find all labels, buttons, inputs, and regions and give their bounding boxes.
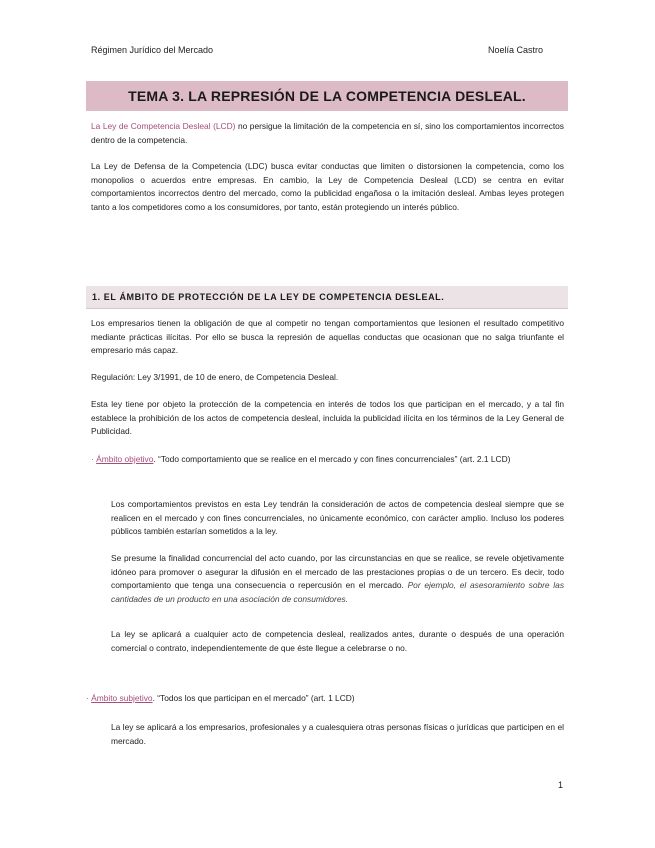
regulation-line: Regulación: Ley 3/1991, de 10 de enero, de Competencia Desleal. xyxy=(91,372,339,382)
subjective-scope-line xyxy=(86,692,564,706)
section-paragraph-2: Esta ley tiene por objeto la protección de la competencia en interés de todos los que participan en el mercado, y a tal fin establece la prohibición de los actos de competencia desleal, incluida la publicidad ilícita en los términos de la Ley General de Publicidad. xyxy=(91,399,564,437)
header-course: Régimen Jurídico del Mercado xyxy=(91,45,214,55)
section-heading-box xyxy=(86,286,568,309)
page-number: 1 xyxy=(558,780,564,790)
objective-scope-link[interactable]: Ámbito objetivo xyxy=(96,454,154,464)
objective-paragraph-3: La ley se aplicará a cualquier acto de competencia desleal, realizados antes, durante o después de una operación comercial o contrato, independientemente de que éste llegue a celebrarse o no. xyxy=(111,629,564,653)
objective-paragraph-1: Los comportamientos previstos en esta Ley tendrán la consideración de actos de competencia desleal siempre que se realicen en el mercado y con fines concurrenciales, no únicamente económico, con carácter amplio. Incluso los poderes públicos también estarían sometidos a la ley. xyxy=(111,499,564,537)
lcd-highlight: La Ley de Competencia Desleal (LCD) xyxy=(91,121,236,131)
bullet-marker: · xyxy=(86,693,89,703)
intro-paragraph xyxy=(91,120,564,147)
section-paragraph-1: Los empresarios tienen la obligación de que al competir no tengan comportamientos que lesionen el resultado competitivo mediante prácticas ilícitas. Por ello se busca la represión de aquellas conductas que ocasionan que no salga triunfante el empresario más capaz. xyxy=(91,318,564,356)
section-heading: 1. EL ÁMBITO DE PROTECCIÓN DE LA LEY DE COMPETENCIA DESLEAL. xyxy=(92,292,445,302)
lcd-rest: no persigue la limitación de la competencia en sí, sino los comportamientos incorrectos dentro de la competencia. xyxy=(91,121,564,145)
ldc-paragraph: La Ley de Defensa de la Competencia (LDC) busca evitar conductas que limiten o distorsionen la competencia, como los monopolios o acuerdos entre empresas. En cambio, la Ley de Competencia Desleal (LCD) se centra en evitar comportamientos incorrectos dentro del mercado, como la publicidad engañosa o la imitación desleal. Ambas leyes protegen tanto a los competidores como a los consumidores, por tanto, están protegiendo un interés público. xyxy=(91,161,564,212)
objective-scope-quote: . “Todo comportamiento que se realice en el mercado y con fines concurrenciales” (art. 2.1 LCD) xyxy=(153,454,511,464)
subjective-paragraph-1: La ley se aplicará a los empresarios, profesionales y a cualesquiera otras personas físicas o jurídicas que participen en el mercado. xyxy=(111,722,564,746)
objective-paragraph-2-text: Se presume la finalidad concurrencial del acto cuando, por las circunstancias en que se realice, se revele objetivamente idóneo para promover o asegurar la difusión en el mercado de las prestaciones propias o de un tercero. Es decir, todo comportamiento que tenga una consecuencia o repercusión en el mercado. xyxy=(111,553,564,591)
objective-paragraph-2 xyxy=(111,552,564,606)
subjective-scope-quote: . “Todos los que participan en el mercado” (art. 1 LCD) xyxy=(152,693,355,703)
page-title: TEMA 3. LA REPRESIÓN DE LA COMPETENCIA DESLEAL. xyxy=(128,88,526,104)
header-author: Noelía Castro xyxy=(488,45,544,55)
title-banner xyxy=(86,81,568,111)
objective-scope-line xyxy=(91,453,564,467)
objective-example: Por ejemplo, el asesoramiento sobre las cantidades de un producto en una asociación de consumidores. xyxy=(111,580,565,604)
subjective-scope-link[interactable]: Ámbito subjetivo xyxy=(91,693,153,703)
bullet-marker: · xyxy=(91,454,94,464)
